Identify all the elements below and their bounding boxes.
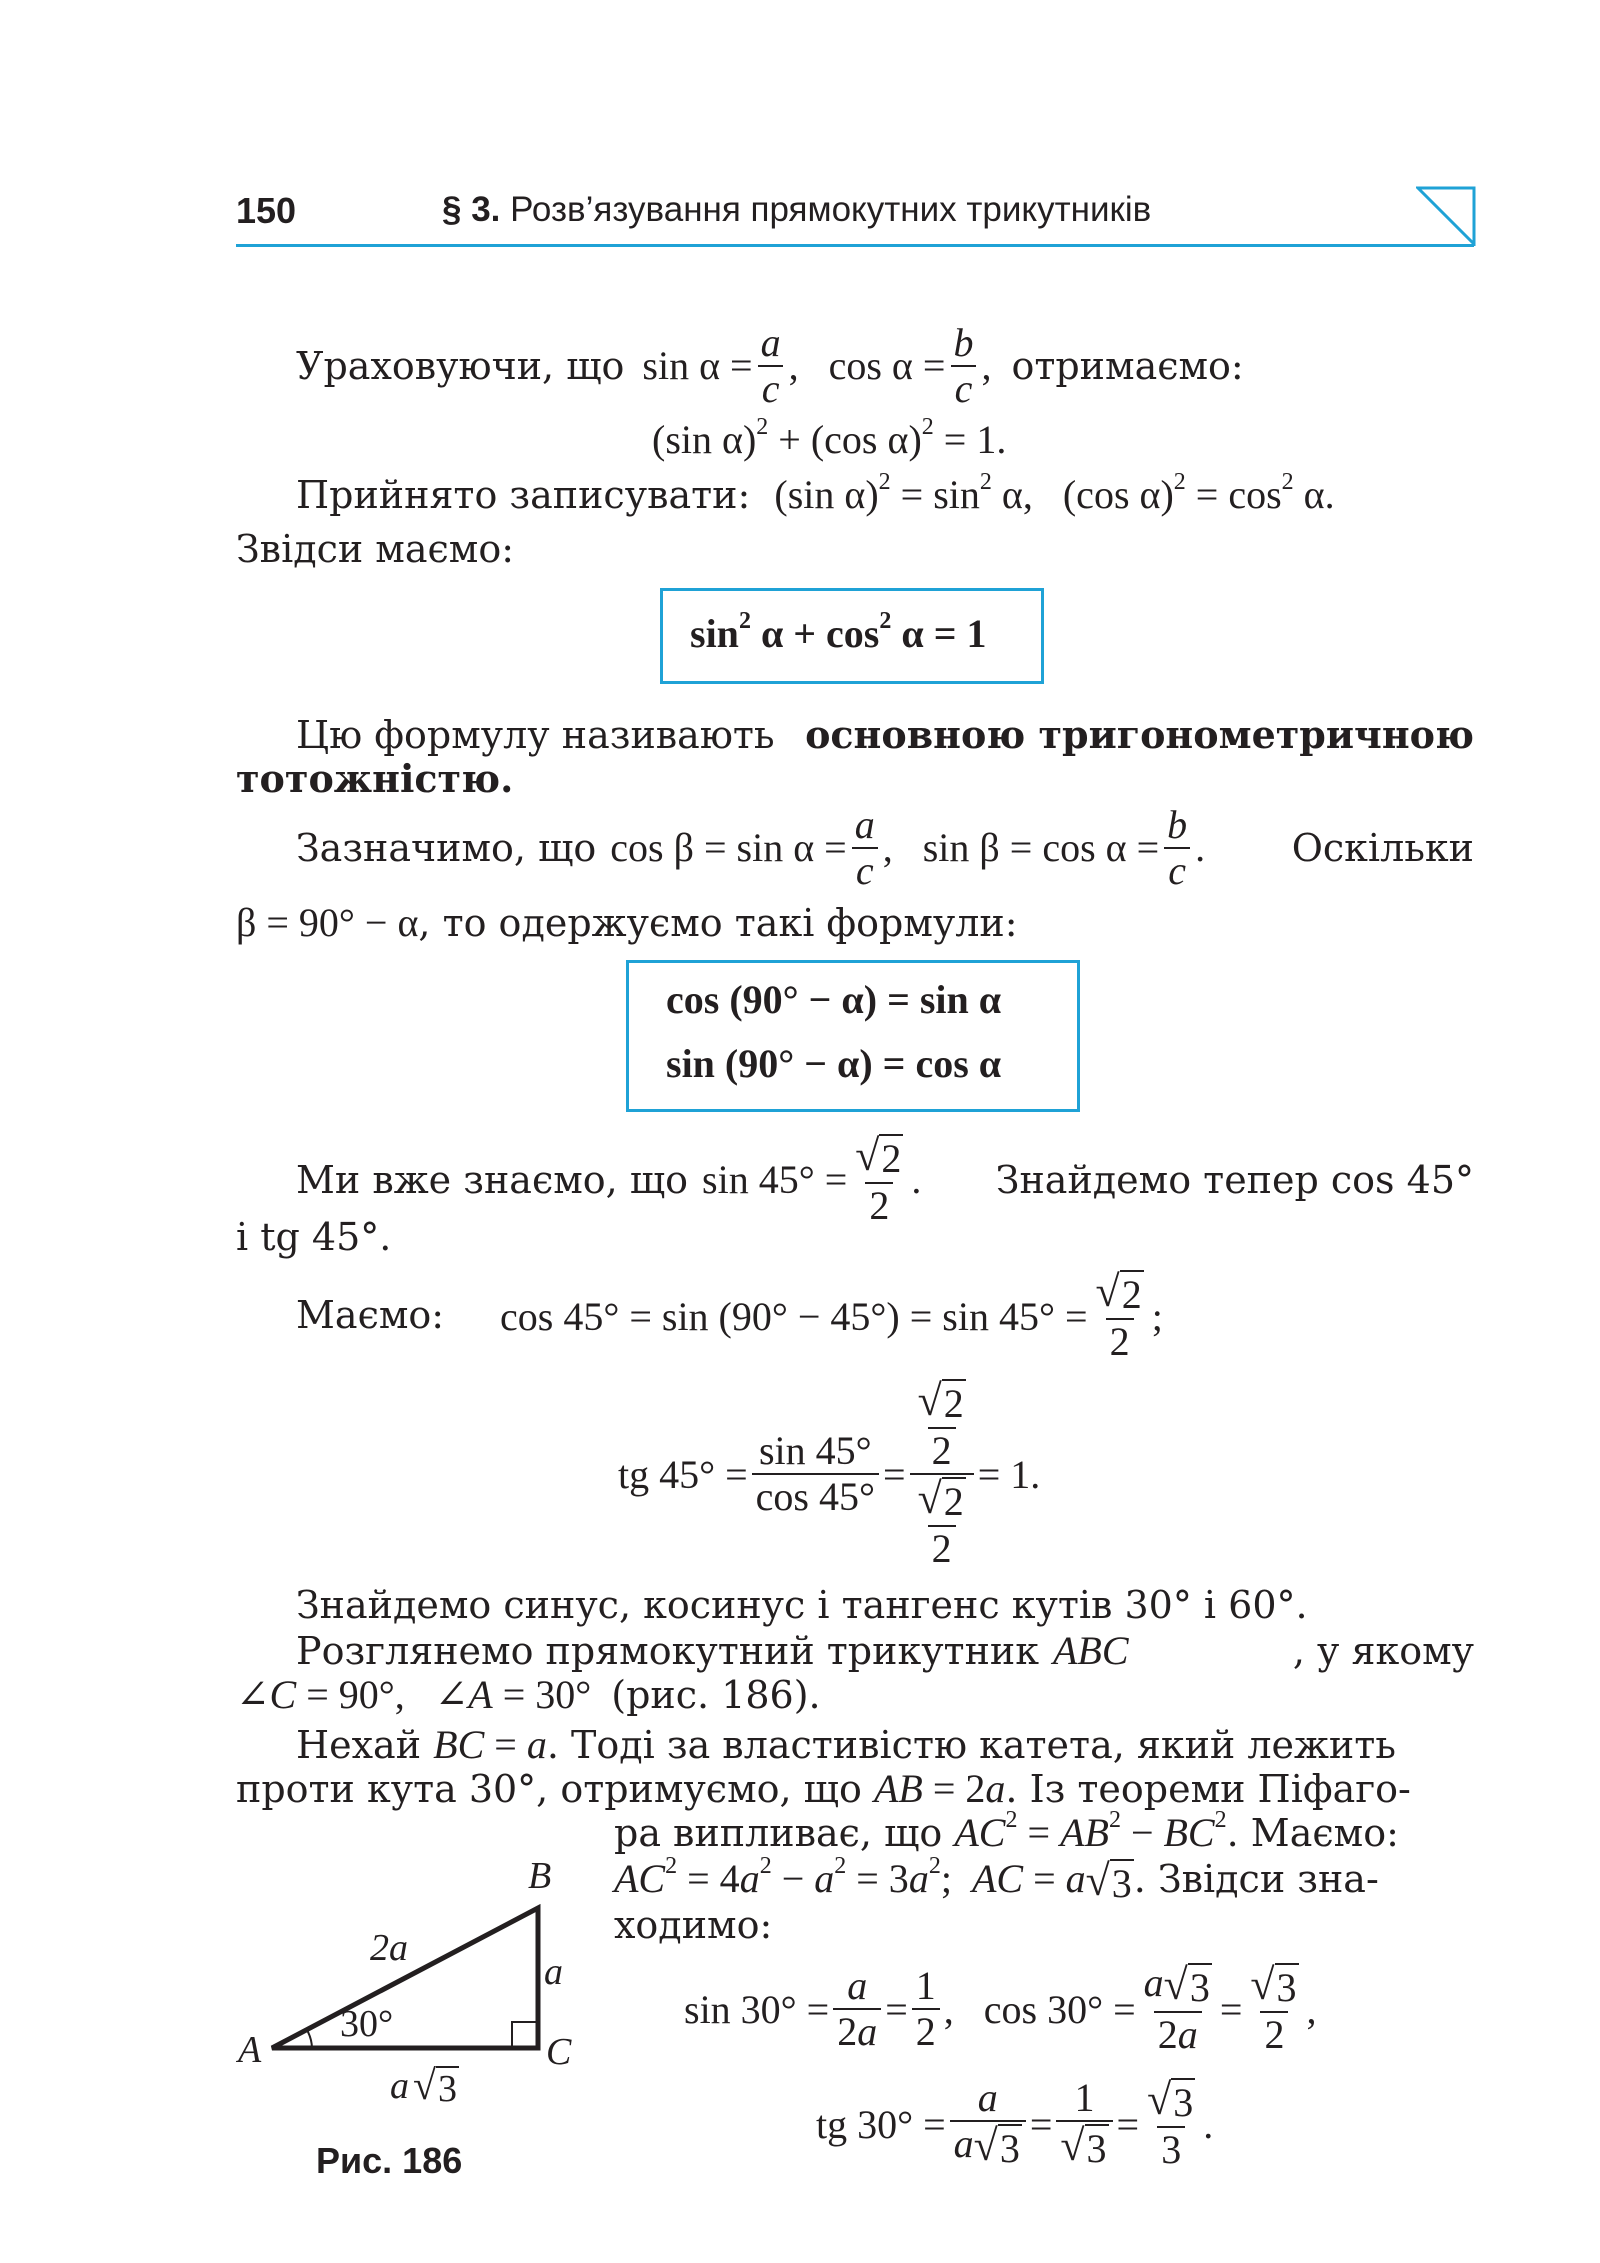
- header-rule: [236, 244, 1474, 247]
- side-ac-text: a: [390, 2065, 409, 2107]
- p8-line3: ра випливає, що $AC^2 = AB^2 - BC^2$. Маємо:: [614, 1806, 1399, 1855]
- cos45-derivation: cos 45° = sin (90° − 45°) = sin 45° = √ 2 2 ;: [500, 1266, 1163, 1364]
- right-angle-marker: [512, 2022, 538, 2048]
- p8-line1: Нехай BC = a. Тоді за властивістю катета, який лежить: [296, 1722, 1396, 1767]
- side-bc-label: a: [544, 1951, 563, 1993]
- frac-sin-cos-45: $\frac{\sin 45^\circ}{\cos 45^\circ}$: [752, 1429, 879, 1519]
- p1-tail: отримаємо:: [1011, 344, 1244, 388]
- p7-line2-tail: , у якому: [1292, 1629, 1474, 1673]
- p1-lead: Ураховуючи, що: [296, 344, 625, 388]
- cofunction-formula-1: cos (90° − α) = sin α: [666, 977, 1002, 1022]
- sin-cos-30: sin 30° = $\frac{a}{2a}$ = $\frac{1}{2}$ , cos 30° = a √ 3 2a = √ 3 2 ,: [684, 1959, 1317, 2057]
- p8-line4: $AC^2 = 4a^2 - a^2 = 3a^2$; AC = a √ 3 . Звідси зна-: [614, 1852, 1379, 1906]
- vertex-b-label: B: [528, 1855, 552, 1897]
- frac-sqrt2-2-b: √ 2 2: [1095, 1266, 1142, 1364]
- p5-tail: Знайдемо тепер cos 45°: [995, 1158, 1474, 1202]
- p4-line2-tail: , то одержуємо такі формули:: [418, 901, 1018, 945]
- p8-lead: Нехай: [296, 1723, 422, 1767]
- p3-line2: [236, 756, 513, 802]
- frac-a-c-2: $\frac{a}{c}$: [851, 803, 879, 893]
- section-mark: § 3.: [442, 190, 501, 229]
- paragraph-4: Зазначимо, що cos β = sin α = $\frac{a}{c}$ , sin β = cos α = $\frac{b}{c}$ . Оскільки: [296, 802, 1474, 893]
- paragraph-5: Ми вже знаємо, що sin 45° = √ 2 2 . Знайдемо тепер cos 45°: [296, 1130, 1474, 1228]
- angle-a-label: 30°: [340, 2003, 394, 2045]
- p5-line2: і tg 45°.: [236, 1215, 392, 1259]
- cofunction-formula-2: sin (90° − α) = cos α: [666, 1041, 1002, 1086]
- p7-line3-tail: (рис. 186).: [611, 1673, 821, 1717]
- p4-lead: Зазначимо, що: [296, 826, 597, 870]
- frac-b-c-2: $\frac{b}{c}$: [1163, 803, 1191, 893]
- p8-line2-tail: . Із теореми Піфаго-: [1005, 1767, 1411, 1811]
- p8-line4-tail: . Звідси зна-: [1133, 1857, 1379, 1901]
- section-title: Розв’язування прямокутних трикутників: [510, 190, 1152, 229]
- frac-a-c: $\frac{a}{c}$: [757, 321, 785, 411]
- tg45-derivation: tg 45° = $\frac{\sin 45^\circ}{\cos 45^\circ}$ = √ 2 2 √ 2 2 = 1.: [618, 1376, 1041, 1571]
- side-ac-label: a √ 3: [390, 2063, 457, 2111]
- vertex-a-label: A: [238, 2029, 262, 2071]
- p3-end: .: [500, 756, 514, 801]
- p7-line1: Знайдемо синус, косинус і тангенс кутів 30° і 60°.: [296, 1583, 1308, 1627]
- p8-line2: проти кута 30°, отримуємо, що AB = 2a. Із теореми Піфаго-: [236, 1766, 1411, 1811]
- triangle-corner-icon: [1416, 186, 1476, 246]
- p7-line2: Розглянемо прямокутний трикутник ABC , у якому: [296, 1628, 1474, 1673]
- p2-hence: Звідси маємо:: [236, 527, 515, 571]
- p3-bold-2: тотожністю: [236, 756, 501, 801]
- p8-line5: ходимо:: [614, 1903, 773, 1947]
- side-ab-label: [370, 1926, 408, 1970]
- paragraph-2: Прийнято записувати: (sin $\alpha)^2 = \sin^2 \alpha$, (cos $\alpha)^2 = \cos^2 \alpha$.: [296, 468, 1335, 517]
- angle-arc: [307, 2030, 312, 2048]
- p7-line3: ∠C = 90°, ∠A = 30° (рис. 186).: [236, 1672, 821, 1717]
- paragraph-3: [296, 712, 1474, 758]
- frac-sqrt2-2: √ 2 2: [855, 1130, 902, 1228]
- p6-lead: Маємо:: [296, 1293, 445, 1337]
- paragraph-1: Ураховуючи, що sin α = $\frac{a}{c}$ , cos α = $\frac{b}{c}$ , отримаємо:: [296, 320, 1244, 411]
- p5-lead: Ми вже знаємо, що: [296, 1158, 689, 1202]
- figure-caption: Рис. 186: [316, 2140, 463, 2181]
- p3-bold-1: основною тригонометричною: [805, 712, 1474, 757]
- section-header: [442, 190, 1151, 230]
- p2-lead: Прийнято записувати:: [296, 473, 751, 517]
- p8-line3-tail: . Маємо:: [1226, 1811, 1399, 1855]
- p8-line1-tail: . Тоді за властивістю катета, який лежить: [546, 1723, 1396, 1767]
- tg-30: tg 30° = a a √ 3 = 1 √ 3 = √ 3 3 .: [816, 2074, 1214, 2172]
- p7-line2-lead: Розглянемо прямокутний трикутник: [296, 1629, 1039, 1673]
- p8-line3-lead: ра випливає, що: [614, 1811, 943, 1855]
- frac-b-c: $\frac{b}{c}$: [949, 321, 977, 411]
- page-number: 150: [236, 190, 297, 231]
- main-identity: $\sin^2 \alpha + \cos^2 \alpha = 1$: [690, 607, 987, 656]
- p4-tail: Оскільки: [1291, 826, 1474, 870]
- identity-squared: (sin α)$^2$ + (cos α)$^2$ = 1.: [652, 413, 1007, 462]
- side-ab-text: 2a: [370, 1927, 408, 1969]
- vertex-c-label: C: [546, 2031, 572, 2073]
- p3-lead: Цю формулу називають: [296, 713, 775, 757]
- p8-line2-lead: проти кута 30°, отримуємо, що: [236, 1767, 862, 1811]
- frac-nested: √ 2 2 √ 2 2: [910, 1377, 974, 1571]
- p4-line2: β = 90° − α, то одержуємо такі формули:: [236, 900, 1018, 945]
